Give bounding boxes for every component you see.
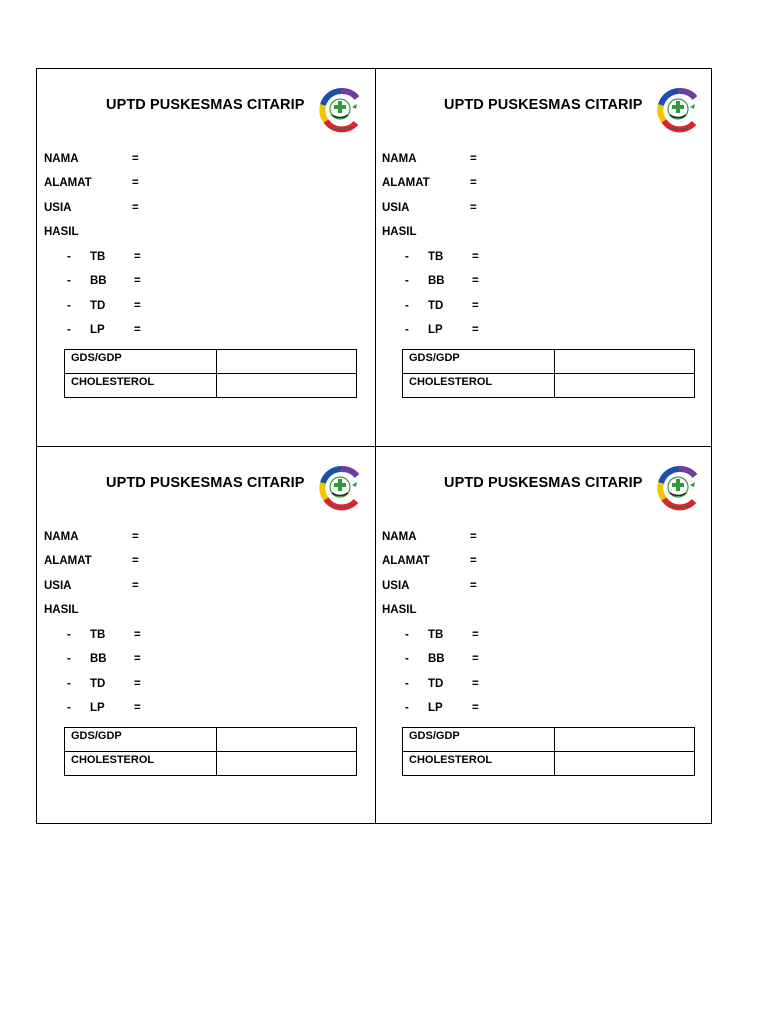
bullet-dash: - [67, 678, 71, 690]
table-row [65, 728, 357, 752]
bullet-dash: - [405, 629, 409, 641]
field-separator: = [134, 251, 141, 263]
field-separator: = [472, 251, 479, 263]
measure-label-lp: LP [428, 324, 443, 336]
card-title: UPTD PUSKESMAS CITARIP [444, 97, 643, 113]
table-value-cell [555, 752, 695, 776]
field-separator: = [134, 653, 141, 665]
field-label-nama: NAMA [382, 531, 417, 543]
bullet-dash: - [405, 653, 409, 665]
field-separator: = [472, 324, 479, 336]
table-label-cholesterol: CHOLESTEROL [65, 374, 217, 398]
measure-label-tb: TB [90, 251, 106, 263]
lab-results-table [64, 727, 357, 776]
field-label-nama: NAMA [44, 153, 79, 165]
measure-label-lp: LP [90, 324, 105, 336]
bullet-dash: - [67, 251, 71, 263]
field-separator: = [472, 275, 479, 287]
bullet-dash: - [405, 702, 409, 714]
table-row [403, 374, 695, 398]
field-separator: = [134, 275, 141, 287]
table-value-cell [217, 350, 357, 374]
table-value-cell [555, 374, 695, 398]
puskesmas-logo-icon [656, 87, 702, 133]
field-separator: = [470, 580, 477, 592]
table-row [403, 752, 695, 776]
bullet-dash: - [67, 629, 71, 641]
measure-label-tb: TB [428, 251, 444, 263]
lab-results-table [402, 727, 695, 776]
table-label-cholesterol: CHOLESTEROL [65, 752, 217, 776]
table-value-cell [217, 728, 357, 752]
field-label-nama: NAMA [382, 153, 417, 165]
field-separator: = [472, 629, 479, 641]
measure-label-tb: TB [428, 629, 444, 641]
field-separator: = [134, 324, 141, 336]
hasil-label: HASIL [44, 604, 79, 616]
field-separator: = [132, 580, 139, 592]
field-separator: = [472, 702, 479, 714]
field-label-alamat: ALAMAT [382, 177, 430, 189]
table-value-cell [217, 374, 357, 398]
hasil-label: HASIL [382, 226, 417, 238]
table-value-cell [555, 350, 695, 374]
field-separator: = [470, 531, 477, 543]
table-value-cell [217, 752, 357, 776]
puskesmas-logo-icon [318, 87, 364, 133]
table-row [65, 374, 357, 398]
measure-label-bb: BB [90, 275, 107, 287]
field-separator: = [132, 153, 139, 165]
result-card [375, 447, 713, 825]
table-label-gds-gdp: GDS/GDP [403, 728, 555, 752]
field-separator: = [132, 555, 139, 567]
bullet-dash: - [405, 324, 409, 336]
card-title: UPTD PUSKESMAS CITARIP [106, 97, 305, 113]
table-row [65, 752, 357, 776]
lab-results-table [402, 349, 695, 398]
field-separator: = [470, 153, 477, 165]
hasil-label: HASIL [382, 604, 417, 616]
lab-results-table [64, 349, 357, 398]
hasil-label: HASIL [44, 226, 79, 238]
bullet-dash: - [405, 300, 409, 312]
table-label-gds-gdp: GDS/GDP [65, 350, 217, 374]
table-row [65, 350, 357, 374]
field-separator: = [134, 678, 141, 690]
bullet-dash: - [405, 251, 409, 263]
field-separator: = [470, 177, 477, 189]
table-value-cell [555, 728, 695, 752]
bullet-dash: - [405, 678, 409, 690]
field-label-alamat: ALAMAT [382, 555, 430, 567]
field-separator: = [472, 653, 479, 665]
field-label-usia: USIA [382, 202, 410, 214]
table-label-cholesterol: CHOLESTEROL [403, 752, 555, 776]
field-label-usia: USIA [382, 580, 410, 592]
field-separator: = [470, 555, 477, 567]
measure-label-td: TD [428, 678, 444, 690]
measure-label-tb: TB [90, 629, 106, 641]
measure-label-td: TD [90, 300, 106, 312]
measure-label-bb: BB [428, 653, 445, 665]
field-separator: = [472, 678, 479, 690]
table-label-gds-gdp: GDS/GDP [65, 728, 217, 752]
bullet-dash: - [67, 702, 71, 714]
bullet-dash: - [67, 300, 71, 312]
field-label-alamat: ALAMAT [44, 555, 92, 567]
measure-label-bb: BB [428, 275, 445, 287]
card-title: UPTD PUSKESMAS CITARIP [106, 475, 305, 491]
label-sheet [36, 68, 712, 824]
bullet-dash: - [405, 275, 409, 287]
field-separator: = [134, 300, 141, 312]
table-row [403, 350, 695, 374]
bullet-dash: - [67, 275, 71, 287]
card-title: UPTD PUSKESMAS CITARIP [444, 475, 643, 491]
field-label-nama: NAMA [44, 531, 79, 543]
measure-label-lp: LP [90, 702, 105, 714]
bullet-dash: - [67, 324, 71, 336]
measure-label-td: TD [428, 300, 444, 312]
table-label-cholesterol: CHOLESTEROL [403, 374, 555, 398]
field-separator: = [470, 202, 477, 214]
field-separator: = [472, 300, 479, 312]
puskesmas-logo-icon [318, 465, 364, 511]
field-separator: = [132, 177, 139, 189]
field-separator: = [134, 702, 141, 714]
field-separator: = [134, 629, 141, 641]
field-label-usia: USIA [44, 202, 72, 214]
field-separator: = [132, 531, 139, 543]
result-card [375, 69, 713, 447]
table-row [403, 728, 695, 752]
result-card [37, 69, 375, 447]
table-label-gds-gdp: GDS/GDP [403, 350, 555, 374]
field-label-alamat: ALAMAT [44, 177, 92, 189]
result-card [37, 447, 375, 825]
field-label-usia: USIA [44, 580, 72, 592]
field-separator: = [132, 202, 139, 214]
puskesmas-logo-icon [656, 465, 702, 511]
measure-label-bb: BB [90, 653, 107, 665]
bullet-dash: - [67, 653, 71, 665]
measure-label-td: TD [90, 678, 106, 690]
measure-label-lp: LP [428, 702, 443, 714]
